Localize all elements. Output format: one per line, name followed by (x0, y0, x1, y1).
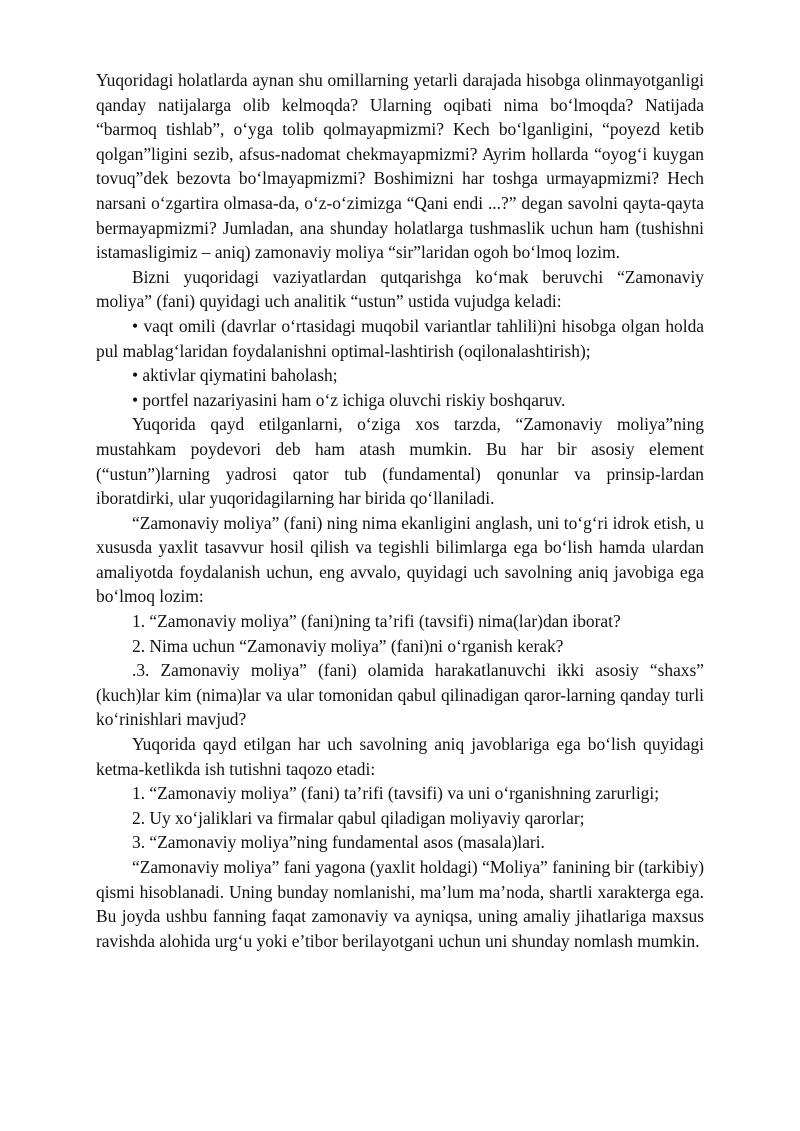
paragraph-three-pillars: Bizni yuqoridagi vaziyatlardan qutqarishga koʻmak beruvchi “Zamonaviy moliya” (fani) quyidagi uch analitik “ustun” ustida vujudga keladi: (96, 266, 704, 312)
sequence-item-1: 1. “Zamonaviy moliya” (fani) ta’rifi (tavsifi) va uni oʻrganishning zarurligi; (132, 783, 660, 804)
question-item-1: 1. “Zamonaviy moliya” (fani)ning ta’rifi (tavsifi) nima(lar)dan iborat? (132, 611, 621, 632)
paragraph-sequence: Yuqorida qayd etilgan har uch savolning aniq javoblariga ega boʻlish quyidagi ketma-ketlikda ish tutishni taqozo etadi: (96, 734, 704, 779)
question-item-3: .3. Zamonaviy moliya” (fani) olamida harakatlanuvchi ikki asosiy “shaxs” (kuch)lar kim (nima)lar va ular tomonidan qabul qilinadigan qaror-larning qanday turli koʻrinishlari mavjud? (96, 660, 704, 730)
question-item-2: 2. Nima uchun “Zamonaviy moliya” (fani)ni oʻrganish kerak? (132, 635, 564, 656)
sequence-item-3: 3. “Zamonaviy moliya”ning fundamental asos (masala)lari. (132, 832, 545, 853)
bullet-time-factor: • vaqt omili (davrlar oʻrtasidagi muqobil variantlar tahlili)ni hisobga olgan holda pul mablagʻlaridan foydalanishni optimal-lashtirish (oqilonalashtirish); (96, 315, 704, 361)
document-page (96, 68, 704, 953)
paragraph-foundation: Yuqorida qayd etilganlarni, oʻziga xos tarzda, “Zamonaviy moliya”ning mustahkam poydevori deb ham atash mumkin. Bu har bir asosiy element (“ustun”)larning yadrosi qator tub (fundamental) qonunlar va prinsip-lardan iboratdirki, ular yuqoridagilarning har birida qoʻllaniladi. (96, 414, 704, 509)
bullet-risk-management: • portfel nazariyasini ham oʻz ichiga oluvchi riskiy boshqaruv. (132, 389, 566, 410)
paragraph-three-questions: “Zamonaviy moliya” (fani) ning nima ekanligini anglash, uni toʻgʻri idrok etish, u xususda yaxlit tasavvur hosil qilish va tegishli bilimlarga ega boʻlish hamda ulardan amaliyotda foydalanish uchun, eng avvalo, quyidagi uch savolning aniq javobiga ega boʻlmoq lozim: (96, 512, 704, 607)
paragraph-intro-questions: Yuqoridagi holatlarda aynan shu omillarning yetarli darajada hisobga olinmayotganligi qanday natijalarga olib kelmoqda? Ularning oqibati nima boʻlmoqda? Natijada “barmoq tishlab”, oʻyga tolib qolmayapmizmi? Kech boʻlganligini, “poyezd ketib qolgan”ligini sezib, afsus-nadomat chekmayapmizmi? Ayrim hollarda “oyogʻi kuygan tovuq”dek bezovta boʻlmayapmizmi? Boshimizni har toshga urmayapmizmi? Hech narsani oʻzgartira olmasa-da, oʻz-oʻzimizga “Qani endi ...?” degan savolni qayta-qayta bermayapmizmi? Jumladan, ana shunday holatlarga tushmaslik uchun ham (tushishni istamasligimiz – aniq) zamonaviy moliya “sir”laridan ogoh boʻlmoq lozim. (96, 70, 704, 263)
sequence-item-2: 2. Uy xoʻjaliklari va firmalar qabul qiladigan moliyaviy qarorlar; (132, 807, 585, 828)
paragraph-conclusion: “Zamonaviy moliya” fani yagona (yaxlit holdagi) “Moliya” fanining bir (tarkibiy) qismi hisoblanadi. Uning bunday nomlanishi, ma’lum ma’noda, shartli xarakterga ega. Bu joyda ushbu fanning faqat zamonaviy va ayniqsa, uning amaliy jihatlariga maxsus ravishda alohida urgʻu yoki e’tibor berilayotgani uchun uni shunday nomlash mumkin. (96, 857, 704, 951)
bullet-asset-valuation: • aktivlar qiymatini baholash; (132, 365, 338, 386)
